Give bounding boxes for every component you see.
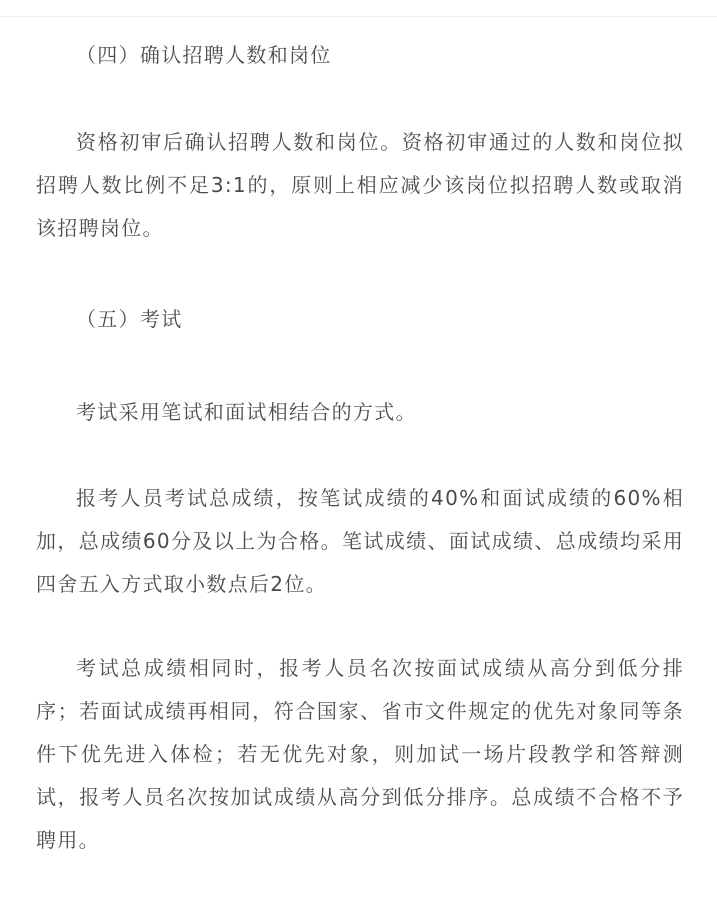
section-5-paragraph-2: 报考人员考试总成绩，按笔试成绩的40%和面试成绩的60%相加，总成绩60分及以上为合格。笔试成绩、面试成绩、总成绩均采用四舍五入方式取小数点后2位。 xyxy=(36,486,684,596)
section-4-paragraph: 资格初审后确认招聘人数和岗位。资格初审通过的人数和岗位拟招聘人数比例不足3:1的，原则上相应减少该岗位拟招聘人数或取消该招聘岗位。 xyxy=(36,130,684,240)
section-5-paragraph-1: 考试采用笔试和面试相结合的方式。 xyxy=(76,400,417,424)
section-5-heading: （五）考试 xyxy=(76,307,183,331)
section-5-paragraph-3: 考试总成绩相同时，报考人员名次按面试成绩从高分到低分排序；若面试成绩再相同，符合国家、省市文件规定的优先对象同等条件下优先进入体检；若无优先对象，则加试一场片段教学和答辩测试，报考人员名次按加试成绩从高分到低分排序。总成绩不合格不予聘用。 xyxy=(36,656,684,852)
section-4-heading: （四）确认招聘人数和岗位 xyxy=(76,43,332,67)
top-divider xyxy=(0,16,717,17)
